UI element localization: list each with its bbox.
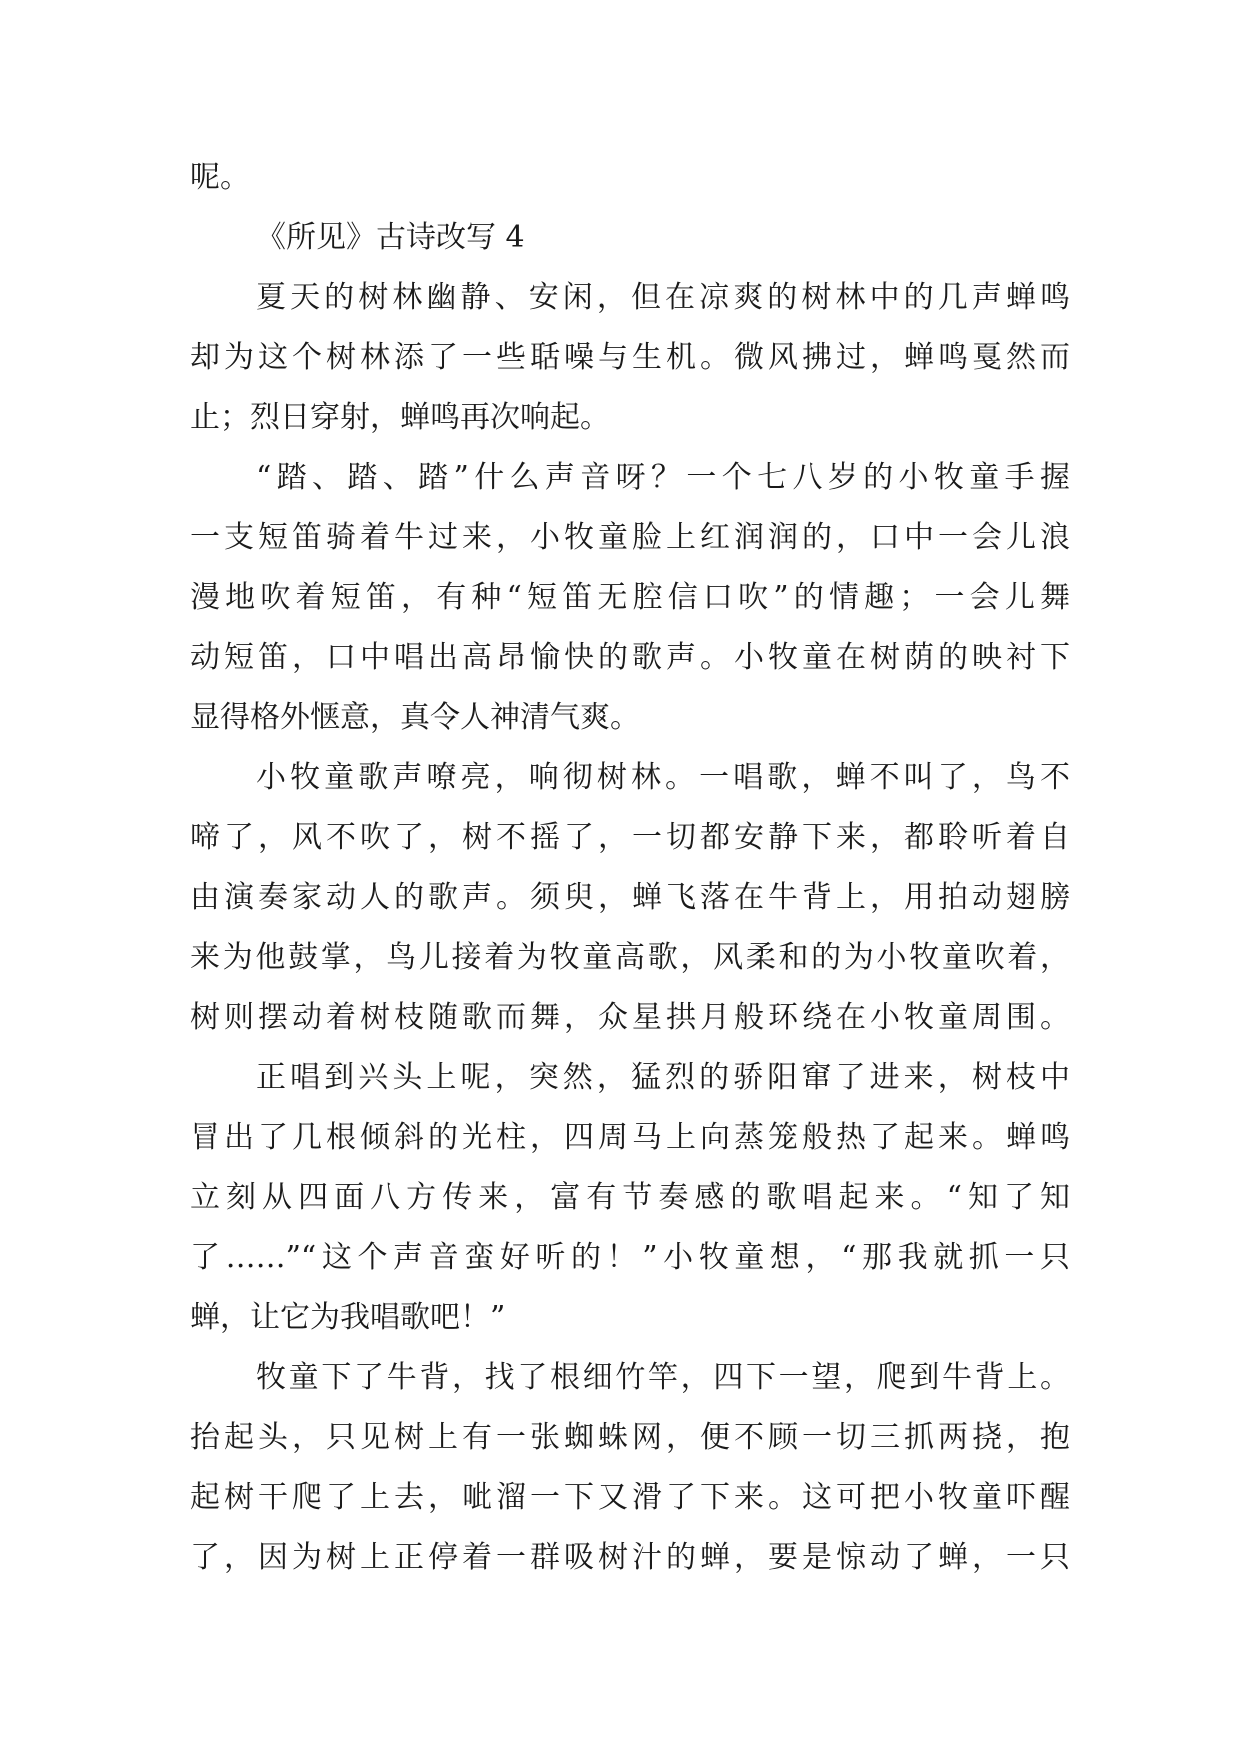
text-line: 起树干爬了上去，呲溜一下又滑了下来。这可把小牧童吓醒 bbox=[190, 1480, 1070, 1515]
text-line: 了……”“这个声音蛮好听的！”小牧童想，“那我就抓一只 bbox=[190, 1240, 1070, 1275]
paragraph bbox=[190, 1048, 1070, 1348]
text-line: 漫地吹着短笛，有种“短笛无腔信口吹”的情趣；一会儿舞 bbox=[190, 580, 1070, 615]
text-line: 止；烈日穿射，蝉鸣再次响起。 bbox=[190, 400, 610, 435]
text-line: 由演奏家动人的歌声。须臾，蝉飞落在牛背上，用拍动翅膀 bbox=[190, 880, 1070, 915]
text-line: 《所见》古诗改写 4 bbox=[256, 220, 525, 255]
paragraph bbox=[190, 268, 1070, 448]
text-line: 啼了，风不吹了，树不摇了，一切都安静下来，都聆听着自 bbox=[190, 820, 1070, 855]
text-line: 了，因为树上正停着一群吸树汁的蝉，要是惊动了蝉，一只 bbox=[190, 1540, 1070, 1575]
text-line: 显得格外惬意，真令人神清气爽。 bbox=[190, 700, 640, 735]
paragraph bbox=[190, 748, 1070, 1048]
section-heading bbox=[190, 208, 1070, 268]
text-line: 树则摆动着树枝随歌而舞，众星拱月般环绕在小牧童周围。 bbox=[190, 1000, 1070, 1035]
text-line: 一支短笛骑着牛过来，小牧童脸上红润润的，口中一会儿浪 bbox=[190, 520, 1070, 555]
text-line: 抬起头，只见树上有一张蜘蛛网，便不顾一切三抓两挠，抱 bbox=[190, 1420, 1070, 1455]
text-line: 蝉，让它为我唱歌吧！” bbox=[190, 1300, 506, 1335]
text-line: 正唱到兴头上呢，突然，猛烈的骄阳窜了进来，树枝中 bbox=[256, 1060, 1070, 1095]
text-line: 小牧童歌声嘹亮，响彻树林。一唱歌，蝉不叫了，鸟不 bbox=[256, 760, 1070, 795]
paragraph bbox=[190, 148, 1070, 208]
text-line: 立刻从四面八方传来，富有节奏感的歌唱起来。“知了知 bbox=[190, 1180, 1070, 1215]
paragraph bbox=[190, 1348, 1070, 1588]
text-line: 来为他鼓掌，鸟儿接着为牧童高歌，风柔和的为小牧童吹着， bbox=[190, 940, 1070, 975]
text-line: 呢。 bbox=[190, 160, 250, 195]
text-line: 牧童下了牛背，找了根细竹竿，四下一望，爬到牛背上。 bbox=[256, 1360, 1070, 1395]
text-line: 动短笛，口中唱出高昂愉快的歌声。小牧童在树荫的映衬下 bbox=[190, 640, 1070, 675]
paragraph bbox=[190, 448, 1070, 748]
document-body bbox=[190, 148, 1070, 1588]
text-line: 冒出了几根倾斜的光柱，四周马上向蒸笼般热了起来。蝉鸣 bbox=[190, 1120, 1070, 1155]
text-line: 夏天的树林幽静、安闲，但在凉爽的树林中的几声蝉鸣 bbox=[256, 280, 1070, 315]
text-line: 却为这个树林添了一些聒噪与生机。微风拂过，蝉鸣戛然而 bbox=[190, 340, 1070, 375]
text-line: “踏、踏、踏”什么声音呀？一个七八岁的小牧童手握 bbox=[256, 460, 1070, 495]
